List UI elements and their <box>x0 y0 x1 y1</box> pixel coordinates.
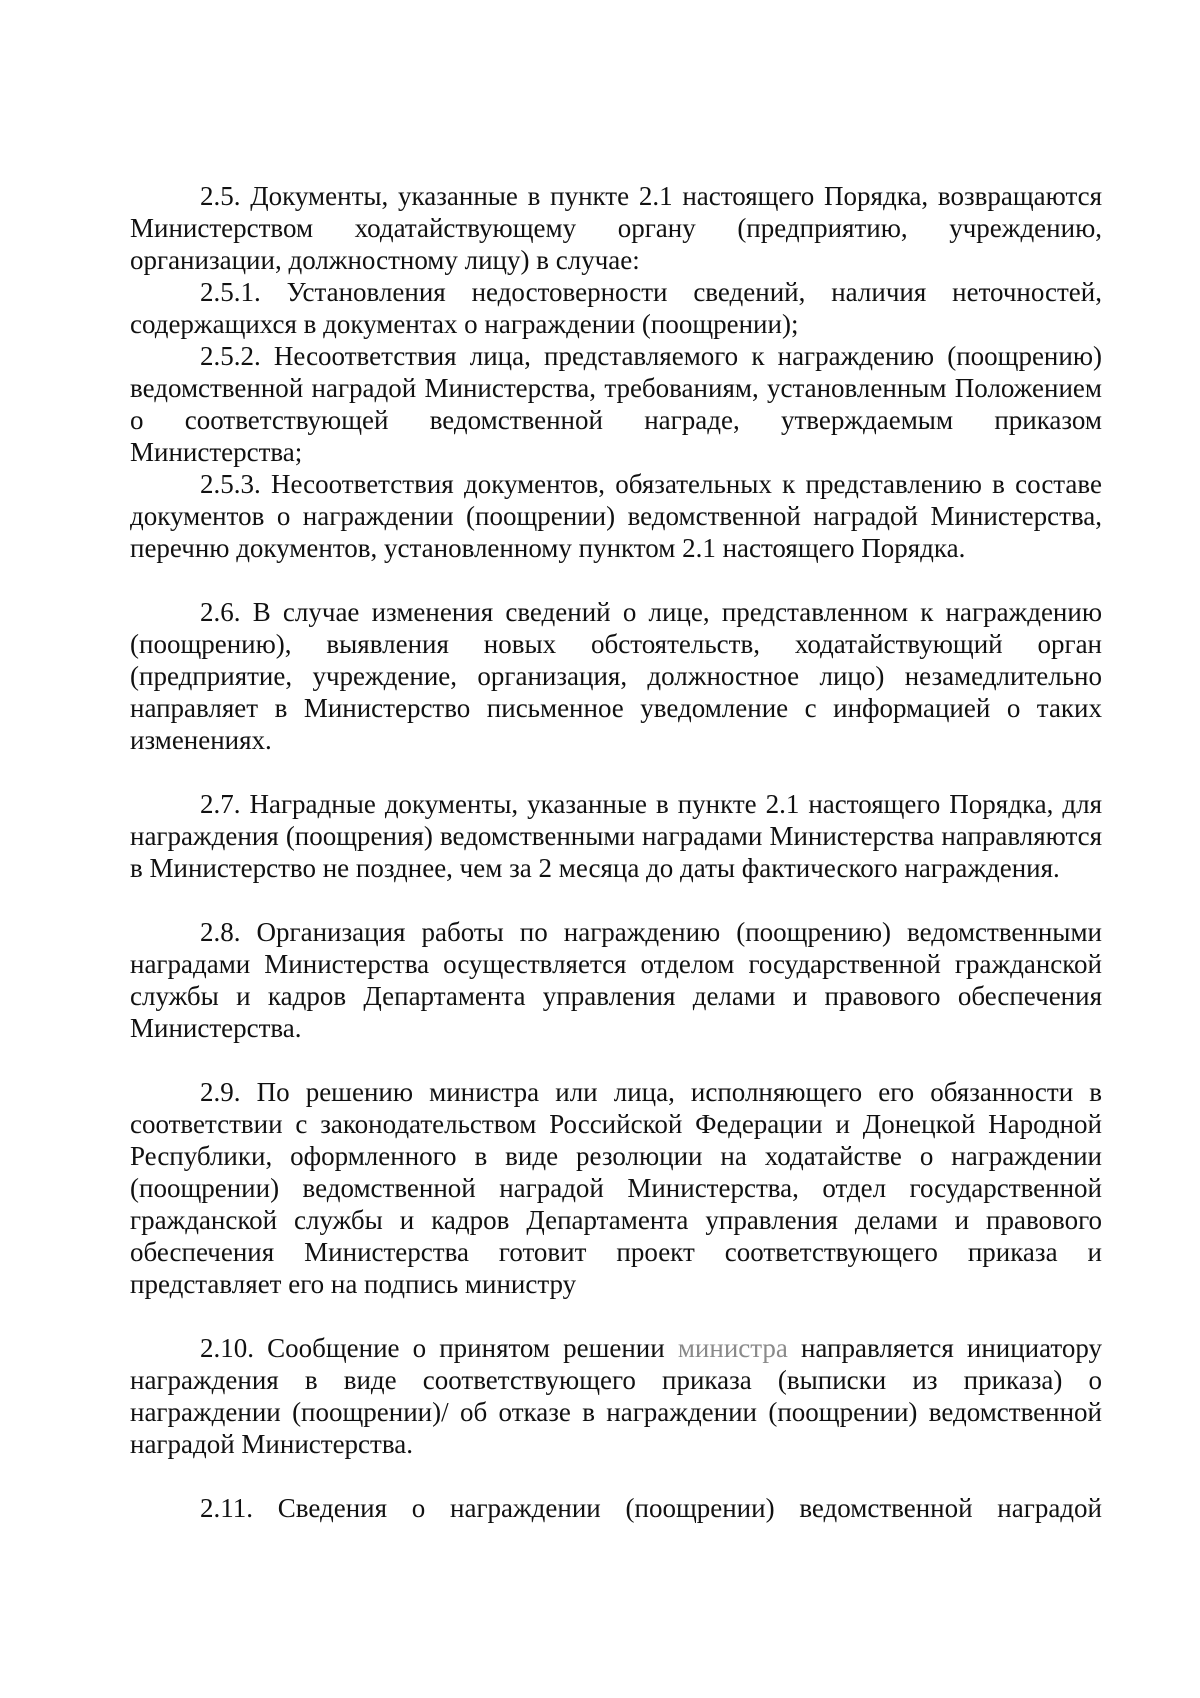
paragraph-2-5-2: 2.5.2. Несоответствия лица, представляемого к награждению (поощрению) ведомственной наградой Министерства, требованиям, установленным Положением о соответствующей ведомственной награде, утверждаемым приказом Министерства; <box>130 341 1102 467</box>
paragraph-2-8: 2.8. Организация работы по награждению (поощрению) ведомственными наградами Министерства осуществляется отделом государственной гражданской службы и кадров Департамента управления делами и правового обеспечения Министерства. <box>130 917 1102 1043</box>
paragraph-2-5-1: 2.5.1. Установления недостоверности сведений, наличия неточностей, содержащихся в документах о награждении (поощрении); <box>130 277 1102 339</box>
paragraph-2-5: 2.5. Документы, указанные в пункте 2.1 настоящего Порядка, возвращаются Министерством ходатайствующему органу (предприятию, учреждению, организации, должностному лицу) в случае: <box>130 181 1102 275</box>
paragraph-2-10-end: направляется инициатору награждения в виде соответствующего приказа (выписки из приказа) о награждении (поощрении)/ об отказе в награждении (поощрении) ведомственной наградой Министерства. <box>130 1333 1102 1459</box>
paragraph-2-10-highlight: министра <box>677 1333 788 1363</box>
paragraph-2-10 <box>130 1332 1102 1460</box>
paragraph-2-9: 2.9. По решению министра или лица, исполняющего его обязанности в соответствии с законодательством Российской Федерации и Донецкой Народной Республики, оформленного в виде резолюции на ходатайстве о награждении (поощрении) ведомственной наградой Министерства, отдел государственной гражданской службы и кадров Департамента управления делами и правового обеспечения Министерства готовит проект соответствующего приказа и представляет его на подпись министру <box>130 1077 1102 1299</box>
paragraph-2-10-start: 2.10. Сообщение о принятом решении <box>200 1333 678 1363</box>
paragraph-2-6: 2.6. В случае изменения сведений о лице, представленном к награждению (поощрению), выявления новых обстоятельств, ходатайствующий орган (предприятие, учреждение, организация, должностное лицо) незамедлительно направляет в Министерство письменное уведомление с информацией о таких изменениях. <box>130 597 1102 755</box>
paragraph-2-7: 2.7. Наградные документы, указанные в пункте 2.1 настоящего Порядка, для награждения (поощрения) ведомственными наградами Министерства направляются в Министерство не позднее, чем за 2 месяца до даты фактического награждения. <box>130 789 1102 883</box>
paragraph-2-5-3: 2.5.3. Несоответствия документов, обязательных к представлению в составе документов о награждении (поощрении) ведомственной наградой Министерства, перечню документов, установленному пунктом 2.1 настоящего Порядка. <box>130 469 1102 563</box>
paragraph-2-11: 2.11. Сведения о награждении (поощрении) ведомственной наградой <box>200 1493 1102 1523</box>
document-body <box>130 180 1102 1524</box>
